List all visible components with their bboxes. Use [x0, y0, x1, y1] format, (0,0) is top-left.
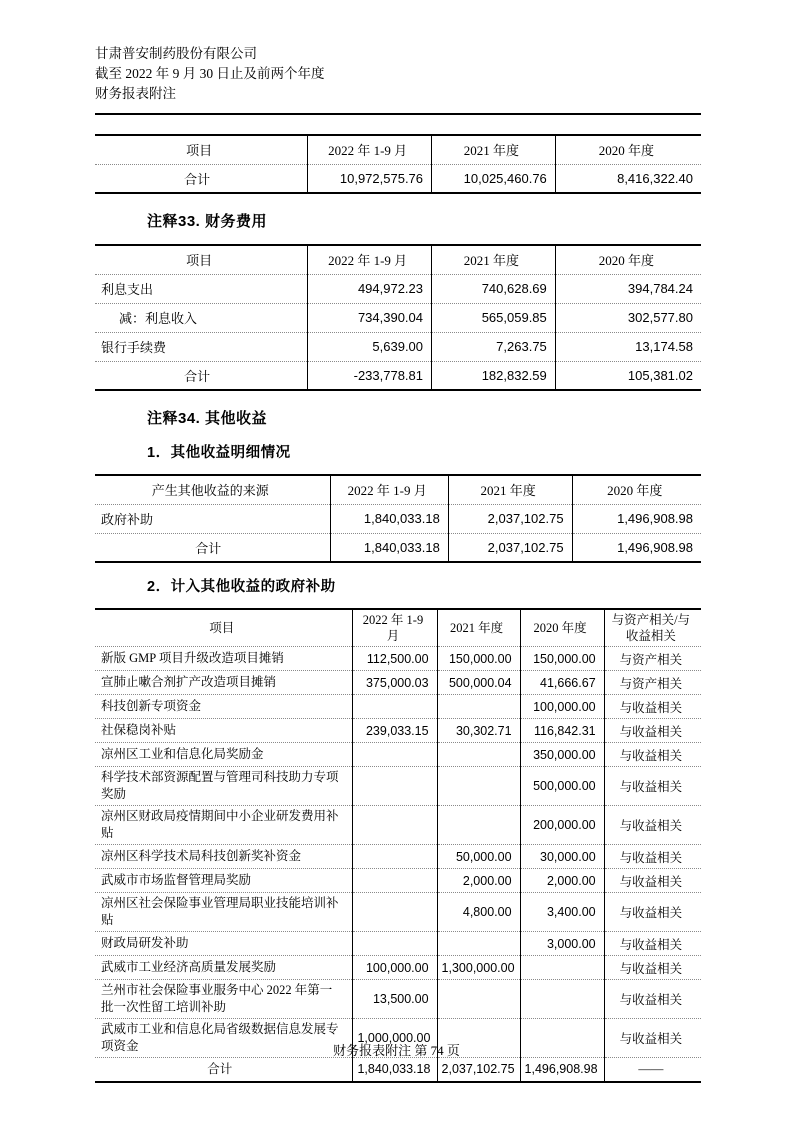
table-cell	[353, 932, 437, 956]
table-cell: 394,784.24	[555, 274, 701, 303]
table-cell: 302,577.80	[555, 303, 701, 332]
note33-heading: 注释33. 财务费用	[147, 213, 268, 230]
table-cell: 100,000.00	[520, 695, 604, 719]
table-row	[95, 980, 701, 1019]
table-row	[95, 332, 701, 361]
column-header: 2021 年度	[437, 609, 520, 647]
column-header: 项目	[186, 143, 213, 159]
table-cell: 13,500.00	[353, 980, 437, 1019]
table-cell: 1,840,033.18	[330, 533, 448, 562]
column-header: 2022 年 1-9 月	[353, 609, 437, 647]
table-cell: 与收益相关	[604, 806, 701, 845]
government-grants-table	[95, 608, 701, 1083]
page-content	[95, 0, 701, 1083]
total-row	[95, 164, 701, 193]
table-cell: 30,302.71	[437, 719, 520, 743]
table-cell: 与收益相关	[604, 932, 701, 956]
table-cell	[437, 695, 520, 719]
column-header: 2022 年 1-9 月	[330, 475, 448, 504]
table-cell: 与收益相关	[604, 980, 701, 1019]
table-cell	[353, 767, 437, 806]
other-income-detail-heading: 1．其他收益明细情况	[147, 445, 291, 461]
table-cell: 1,496,908.98	[572, 533, 701, 562]
table-cell: 1,496,908.98	[520, 1058, 604, 1082]
column-header: 2020 年度	[555, 245, 701, 274]
table-cell: 239,033.15	[353, 719, 437, 743]
table-cell: 100,000.00	[353, 956, 437, 980]
table-cell: 10,025,460.76	[432, 164, 556, 193]
table-cell: 银行手续费	[95, 332, 308, 361]
table-cell	[520, 956, 604, 980]
table-row	[95, 647, 701, 671]
total-row	[95, 361, 701, 390]
table-cell: 合计	[95, 361, 308, 390]
table-cell: 13,174.58	[555, 332, 701, 361]
table-row	[95, 504, 701, 533]
table-cell: 科学技术部资源配置与管理司科技助力专项奖励	[95, 767, 353, 806]
table-cell: 2,000.00	[437, 869, 520, 893]
table-row	[95, 806, 701, 845]
table-cell: 1,840,033.18	[353, 1058, 437, 1082]
table-cell: 合计	[95, 164, 308, 193]
table-cell: 与收益相关	[604, 845, 701, 869]
reporting-period: 截至 2022 年 9 月 30 日止及前两个年度	[95, 66, 325, 81]
table-cell: 41,666.67	[520, 671, 604, 695]
table-cell: 10,972,575.76	[308, 164, 432, 193]
table-cell: 新版 GMP 项目升级改造项目摊销	[95, 647, 353, 671]
table-cell	[437, 980, 520, 1019]
table-cell	[353, 695, 437, 719]
table-cell: 宣肺止嗽合剂扩产改造项目摊销	[95, 671, 353, 695]
table-row	[95, 695, 701, 719]
note34-heading: 注释34. 其他收益	[147, 410, 268, 427]
table-cell: 375,000.03	[353, 671, 437, 695]
table-cell: 与收益相关	[604, 893, 701, 932]
table-cell: 合计	[95, 1058, 353, 1082]
table-cell: 财政局研发补助	[95, 932, 353, 956]
table-cell: 与资产相关	[604, 671, 701, 695]
table-cell: 116,842.31	[520, 719, 604, 743]
table-cell	[437, 806, 520, 845]
table-cell: 734,390.04	[308, 303, 432, 332]
document-header	[95, 0, 701, 115]
table-cell	[520, 980, 604, 1019]
column-header: 产生其他收益的来源	[151, 483, 269, 499]
table-cell: ——	[604, 1058, 701, 1082]
column-header: 项目	[209, 621, 235, 635]
table-cell: 凉州区社会保险事业管理局职业技能培训补贴	[95, 893, 353, 932]
table-cell: 与收益相关	[604, 869, 701, 893]
table-cell: 与收益相关	[604, 719, 701, 743]
table-header-row	[95, 135, 701, 164]
page-footer: 财务报表附注 第 74 页	[333, 1043, 460, 1058]
table-cell: 5,639.00	[308, 332, 432, 361]
column-header: 2022 年 1-9 月	[308, 245, 432, 274]
table-row	[95, 767, 701, 806]
table-cell	[353, 845, 437, 869]
table-cell: 740,628.69	[432, 274, 556, 303]
table-row	[95, 893, 701, 932]
table-cell	[437, 743, 520, 767]
government-grants-heading: 2．计入其他收益的政府补助	[147, 579, 336, 595]
table-cell: -233,778.81	[308, 361, 432, 390]
column-header: 2021 年度	[432, 245, 556, 274]
column-header: 2020 年度	[555, 135, 701, 164]
table-row	[95, 743, 701, 767]
table-cell: 武威市工业经济高质量发展奖励	[95, 956, 353, 980]
table-header-row	[95, 475, 701, 504]
table-cell: 1,840,033.18	[330, 504, 448, 533]
table-cell: 3,400.00	[520, 893, 604, 932]
table-cell	[353, 806, 437, 845]
table-cell: 565,059.85	[432, 303, 556, 332]
table-cell	[353, 743, 437, 767]
table-cell	[353, 869, 437, 893]
other-income-table	[95, 474, 701, 563]
table-cell: 350,000.00	[520, 743, 604, 767]
total-row	[95, 533, 701, 562]
table-cell: 凉州区财政局疫情期间中小企业研发费用补贴	[95, 806, 353, 845]
table-cell: 与收益相关	[604, 695, 701, 719]
table-cell: 与资产相关	[604, 647, 701, 671]
table-row	[95, 956, 701, 980]
table-cell	[353, 893, 437, 932]
table-cell: 凉州区工业和信息化局奖励金	[95, 743, 353, 767]
column-header: 项目	[186, 253, 213, 269]
total-row	[95, 1058, 701, 1082]
table-cell: 利息支出	[95, 274, 308, 303]
table-cell: 科技创新专项资金	[95, 695, 353, 719]
table-cell: 4,800.00	[437, 893, 520, 932]
table-cell: 494,972.23	[308, 274, 432, 303]
table-cell: 30,000.00	[520, 845, 604, 869]
table-header-row	[95, 609, 701, 647]
table-cell: 社保稳岗补贴	[95, 719, 353, 743]
table-row	[95, 274, 701, 303]
table-cell: 与收益相关	[604, 767, 701, 806]
table-cell: 与收益相关	[604, 956, 701, 980]
table-cell: 7,263.75	[432, 332, 556, 361]
table-cell: 1,000,000.00	[353, 1019, 437, 1058]
table-cell: 减：利息收入	[95, 303, 308, 332]
table-cell: 500,000.00	[520, 767, 604, 806]
table-cell: 150,000.00	[520, 647, 604, 671]
table-cell: 凉州区科学技术局科技创新奖补资金	[95, 845, 353, 869]
column-header: 2020 年度	[520, 609, 604, 647]
table-cell: 武威市工业和信息化局省级数据信息发展专项资金	[95, 1019, 353, 1058]
table-row	[95, 932, 701, 956]
table-cell: 200,000.00	[520, 806, 604, 845]
document-title: 财务报表附注	[95, 86, 176, 101]
table-cell	[437, 767, 520, 806]
table-cell: 182,832.59	[432, 361, 556, 390]
table-cell: 105,381.02	[555, 361, 701, 390]
table-row	[95, 303, 701, 332]
table-cell: 1,496,908.98	[572, 504, 701, 533]
company-name: 甘肃普安制药股份有限公司	[95, 46, 257, 61]
table-cell: 50,000.00	[437, 845, 520, 869]
table-cell: 2,037,102.75	[437, 1058, 520, 1082]
column-header: 与资产相关/与收益相关	[604, 609, 701, 647]
table-cell: 武威市市场监督管理局奖励	[95, 869, 353, 893]
table-row	[95, 869, 701, 893]
table-row	[95, 845, 701, 869]
table-cell: 2,037,102.75	[448, 504, 572, 533]
column-header: 2022 年 1-9 月	[308, 135, 432, 164]
table-cell: 3,000.00	[520, 932, 604, 956]
table-cell: 2,000.00	[520, 869, 604, 893]
table-cell	[437, 932, 520, 956]
table-row	[95, 671, 701, 695]
table-cell: 500,000.04	[437, 671, 520, 695]
finance-expense-table	[95, 244, 701, 391]
table-cell: 8,416,322.40	[555, 164, 701, 193]
table-row	[95, 719, 701, 743]
table-cell: 2,037,102.75	[448, 533, 572, 562]
table-cell: 与收益相关	[604, 743, 701, 767]
column-header: 2020 年度	[572, 475, 701, 504]
table-cell: 兰州市社会保险事业服务中心 2022 年第一批一次性留工培训补助	[95, 980, 353, 1019]
table-cell: 112,500.00	[353, 647, 437, 671]
column-header: 2021 年度	[432, 135, 556, 164]
table-header-row	[95, 245, 701, 274]
table-cell: 合计	[95, 533, 330, 562]
column-header: 2021 年度	[448, 475, 572, 504]
table-cell: 与收益相关	[604, 1019, 701, 1058]
table-cell: 政府补助	[95, 504, 330, 533]
carryover-total-table	[95, 134, 701, 194]
table-cell: 1,300,000.00	[437, 956, 520, 980]
table-cell: 150,000.00	[437, 647, 520, 671]
